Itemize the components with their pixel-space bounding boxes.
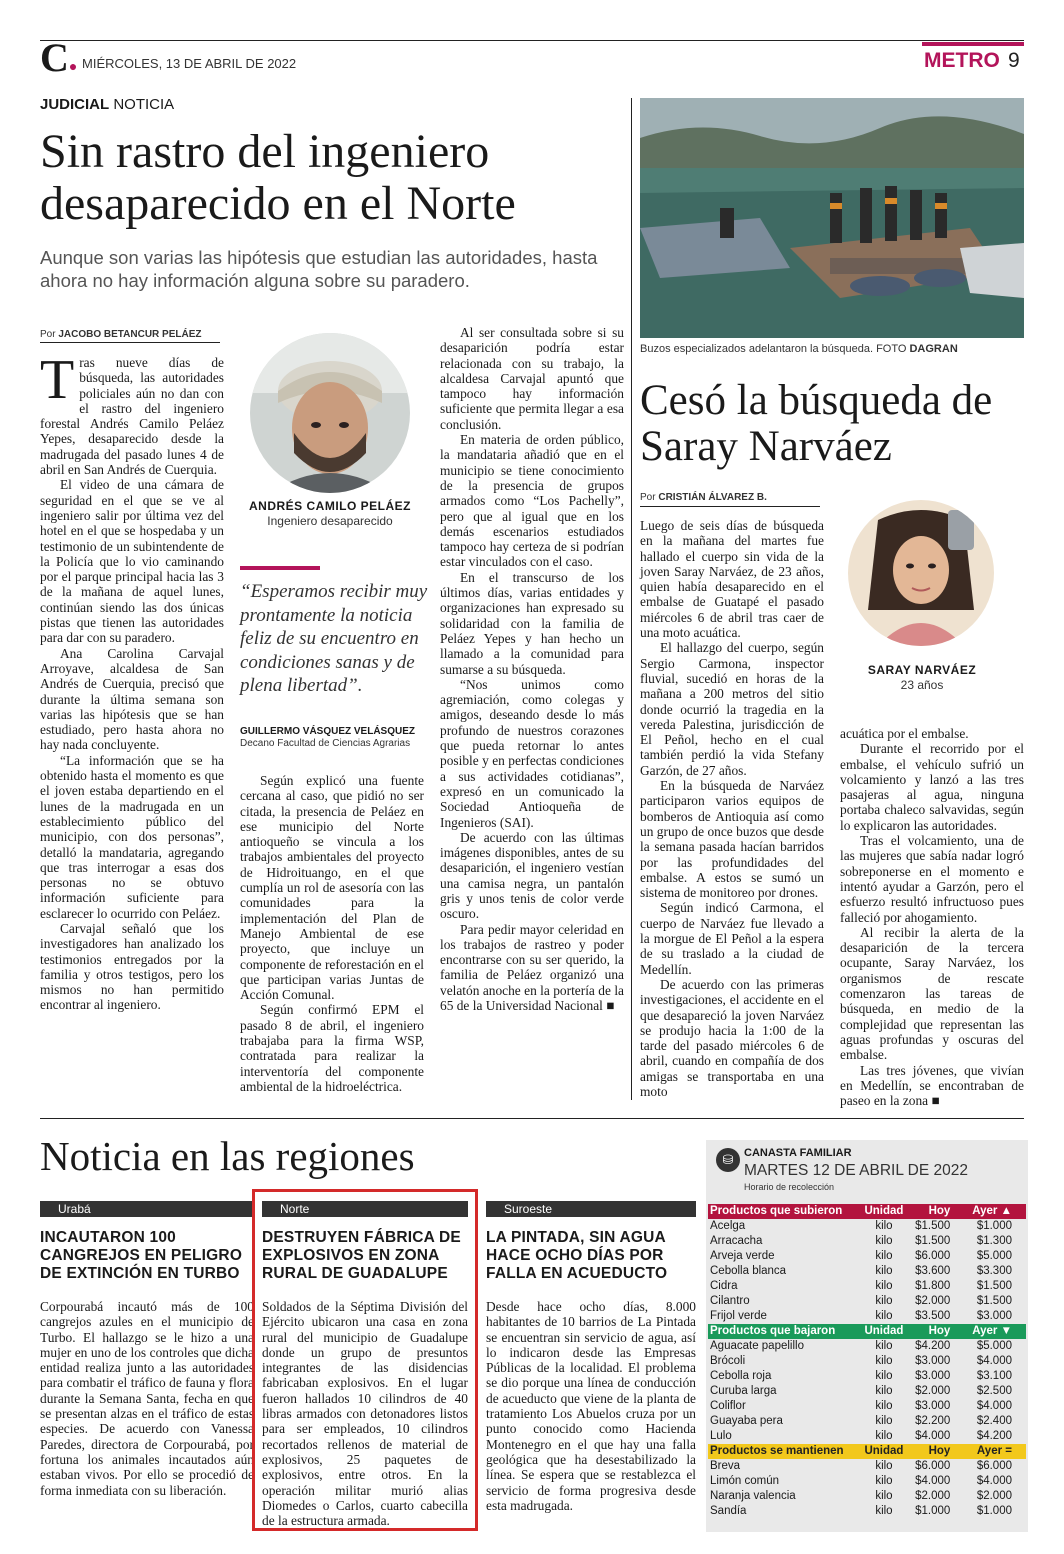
product-name: Arveja verde (710, 1250, 775, 1262)
price-today: $1.800 (915, 1280, 951, 1292)
paragraph: Las tres jóvenes, que vivían en Medellín, se encontraban de paseo en la zona ■ (840, 1062, 1024, 1109)
main-col-2 (240, 773, 424, 1094)
page-date: MIÉRCOLES, 13 DE ABRIL DE 2022 (82, 56, 297, 71)
paragraph: En materia de orden público, la mandataria añadió que en el municipio se tiene conocimiento de la presencia de grupos armados como “Los Pachelly”, pero que al igual que en los demás escenarios estudiados tampoco hay certeza de si podrían estar vinculados con el caso. (440, 432, 624, 570)
column-header: Unidad (864, 1445, 904, 1457)
price-yesterday: $3.300 (976, 1265, 1012, 1277)
price-row (708, 1279, 1026, 1294)
byline-rule (640, 506, 820, 507)
product-name: Cebolla roja (710, 1370, 772, 1382)
up-arrow-icon: ▲ (997, 1205, 1012, 1217)
paragraph: ras nueve días de búsqueda, las autoridades policiales aún no dan con el rastro del ingeniero forestal Andrés Camilo Peláez Yepes, desaparecido desde la madrugada del pasado lunes 4 de abril en San Andrés de Cuerquia. (40, 355, 224, 478)
price-today: $3.600 (915, 1265, 951, 1277)
price-row (708, 1504, 1026, 1519)
unit: kilo (875, 1280, 893, 1292)
region-suroeste (486, 1201, 696, 1513)
paragraph: El hallazgo del cuerpo, según Sergio Carmona, inspector fluvial, sucedió en horas de la mañana a 200 metros del sitio donde ocurrió la tragedia en la vereda Palestina, jurisdicción de El Peñol, hecho en el cual también perdió la vida Stefany Garzón, de 27 años. (640, 640, 824, 778)
paragraph: Luego de seis días de búsqueda en la mañana del martes fue hallado el cuerpo sin vida de la joven Saray Narváez, de 23 años, quien había desaparecido en el embalse de Guatapé el pasado miércoles 6 de abril tras caer de una moto acuática. (640, 518, 824, 641)
price-today: $6.000 (915, 1460, 951, 1472)
price-yesterday: $5.000 (976, 1250, 1012, 1262)
price-today: $4.000 (915, 1475, 951, 1487)
product-name: Brócoli (710, 1355, 746, 1367)
product-name: Naranja valencia (710, 1490, 796, 1502)
price-row (708, 1339, 1026, 1354)
portrait-name: ANDRÉS CAMILO PELÁEZ (248, 499, 411, 513)
main-byline: Por JACOBO BETANCUR PELÁEZ (40, 329, 202, 340)
unit: kilo (875, 1460, 893, 1472)
product-name: Arracacha (710, 1235, 763, 1247)
paragraph: Para pedir mayor celeridad en los trabajos de rastreo y poder encontrarse con su ser querido, la familia de Peláez organizó una velatón anoche en la portería de la 65 de la Universidad Nacional ■ (440, 921, 624, 1014)
regions-title: Noticia en las regiones (40, 1133, 415, 1179)
unit: kilo (875, 1415, 893, 1427)
portrait-caption: 23 años (900, 678, 944, 692)
product-name: Sandía (710, 1505, 747, 1517)
price-row (708, 1384, 1026, 1399)
price-yesterday: $2.000 (976, 1490, 1012, 1502)
price-yesterday: $1.300 (976, 1235, 1012, 1247)
byline-rule (40, 342, 220, 343)
kicker: JUDICIAL NOTICIA (40, 96, 175, 113)
price-today: $3.500 (915, 1310, 951, 1322)
unit: kilo (875, 1220, 893, 1232)
price-yesterday: $1.500 (976, 1295, 1012, 1307)
unit: kilo (875, 1250, 893, 1262)
section-label: METRO (924, 49, 1000, 72)
logo: C● (40, 35, 78, 80)
paragraph: De acuerdo con las primeras investigaciones, el accidente en el que desapareció la joven Narváez se produjo hacia la 1:00 de la tarde del pasado miércoles 6 de abril, cuando en compañía de dos amigas se transportaba en una moto (640, 976, 824, 1099)
unit: kilo (875, 1490, 893, 1502)
quote-role: Decano Facultad de Ciencias Agrarias (240, 738, 411, 749)
second-col-1 (640, 518, 824, 1099)
product-name: Frijol verde (710, 1310, 767, 1322)
region-body: Corpourabá incautó más de 100 cangrejos azules en el municipio de Turbo. El hallazgo se le hizo a una mujer en uno de los controles que dicha entidad realiza junto a las autoridades para combatir el tráfico de fauna y flora durante la Semana Santa, fecha en que se presentan alzas en el tráfico de estas especies. De acuerdo con Vanessa Paredes, directora de Corpourabá, por fortuna los animales incautados aún estaban vivos. Por ello se procedió de forma inmediata con su liberación. (40, 1299, 254, 1498)
product-name: Cidra (710, 1280, 738, 1292)
paragraph: Al recibir la alerta de la desaparición de la tercera ocupante, Saray Narváez, los organismos de rescate comenzaron las tareas de búsqueda, en medio de la complejidad que representan las aguas profundas y oscuras del embalse. (840, 924, 1024, 1063)
group-label: Productos se mantienen (710, 1445, 844, 1457)
region-tag: Suroeste (486, 1201, 696, 1217)
main-deck: Aunque son varias las hipótesis que estudian las autoridades, hasta ahora no hay información alguna sobre su paradero. (40, 247, 598, 291)
price-row (708, 1489, 1026, 1504)
column-header: Hoy (928, 1445, 951, 1457)
unit: kilo (875, 1430, 893, 1442)
region-title: INCAUTARON 100 CANGREJOS EN PELIGRO DE EXTINCIÓN EN TURBO (40, 1229, 243, 1282)
paragraph: El video de una cámara de seguridad en el que se ve al ingeniero salir por última vez del hotel en el que se hospedaba y un testimonio de un subintendente de la Policía que lo vio caminando por el parque principal hacia las 3 de la mañana de aquel lunes, continúan siendo las dos únicas pistas que tienen las autoridades para dar con su paradero. (40, 477, 224, 646)
group-label: Productos que subieron (710, 1205, 843, 1217)
price-today: $2.000 (915, 1295, 951, 1307)
section-accent (922, 42, 1024, 46)
price-row (708, 1474, 1026, 1489)
quote-author: GUILLERMO VÁSQUEZ VELÁSQUEZ (240, 726, 416, 737)
price-group-header (708, 1204, 1026, 1219)
canasta-date: MARTES 12 DE ABRIL DE 2022 (744, 1162, 968, 1179)
paragraph: Carvajal señaló que los investigadores han analizado los testimonios entregados por la familia y otros testigos, pero los mismos no han permitido encontrar al ingeniero. (40, 920, 224, 1013)
group-label: Productos que bajaron (710, 1325, 836, 1337)
product-name: Cilantro (710, 1295, 750, 1307)
price-yesterday: $4.200 (976, 1430, 1012, 1442)
price-group-header (708, 1444, 1026, 1459)
price-yesterday: $4.000 (976, 1475, 1012, 1487)
price-row (708, 1294, 1026, 1309)
photo-caption: Buzos especializados adelantaron la búsqueda. FOTO DAGRAN (640, 343, 958, 355)
paragraph: Durante el recorrido por el embalse, el vehículo sufrió un volcamiento y lanzó a las tres pasajeras al agua, ninguna portaba chaleco salvavidas, según lo explicaron las autoridades. (840, 741, 1024, 833)
region-norte (262, 1201, 468, 1528)
unit: kilo (875, 1235, 893, 1247)
region-body: Desde hace ocho días, 8.000 habitantes de 10 barrios de La Pintada se encuentran sin servicio de agua, así lo indicaron desde las Empresas Públicas de la localidad. El problema se dio porque una línea de conducción de acueducto que viene de la planta de tratamiento Los Abuelos cruza por un punto conocido como Hacienda Montenegro en el que hay una falla geológica que ha desestabilizado la línea. Se espera que se restablezca el servicio de forma progresiva desde esta madrugada. (486, 1299, 696, 1513)
price-table-wrap (708, 1204, 1026, 1519)
product-name: Curuba larga (710, 1385, 777, 1397)
paragraph: De acuerdo con las últimas imágenes disponibles, antes de su desaparición, el ingeniero vestían una camisa negra, un pantalón gris y unos tenis de color verde oscuro. (440, 829, 624, 922)
product-name: Limón común (710, 1475, 780, 1487)
price-row (708, 1354, 1026, 1369)
price-row (708, 1234, 1026, 1249)
product-name: Cebolla blanca (710, 1265, 787, 1277)
region-body: Soldados de la Séptima División del Ejército ubicaron una casa en zona rural del municipio de Guadalupe donde un grupo de presuntos integrantes de las disidencias fabricaban explosivos. En el lugar fueron hallados 10 cilindros de 40 libras armados con detonadores listos para ser empleados, 10 cilindros recortados rellenos de material de explosivos, 25 paquetes de explosivos, entre otros. En la operación militar murió alias Diomedes o Carlos, cuarto cabecilla de la estructura armada. (262, 1299, 468, 1529)
price-row (708, 1414, 1026, 1429)
canasta-box (706, 1140, 1028, 1532)
basket-icon: ⛁ (716, 1148, 740, 1172)
price-today: $2.000 (915, 1385, 951, 1397)
price-yesterday: $3.000 (976, 1310, 1012, 1322)
portrait-name: SARAY NARVÁEZ (867, 663, 977, 677)
price-today: $6.000 (915, 1250, 951, 1262)
unit: kilo (875, 1340, 893, 1352)
region-tag: Norte (262, 1201, 468, 1217)
dropcap: T (40, 349, 75, 411)
second-byline: Por CRISTIÁN ÁLVAREZ B. (640, 492, 767, 503)
product-name: Breva (710, 1460, 741, 1472)
column-header: Unidad (864, 1205, 904, 1217)
down-arrow-icon: ▼ (997, 1325, 1012, 1337)
price-group-header (708, 1324, 1026, 1339)
region-uraba (40, 1201, 254, 1498)
price-yesterday: $1.000 (976, 1220, 1012, 1232)
second-col-2 (840, 726, 1024, 1108)
column-header: Hoy (928, 1205, 951, 1217)
unit: kilo (875, 1475, 893, 1487)
price-today: $2.000 (915, 1490, 951, 1502)
product-name: Aguacate papelillo (710, 1340, 804, 1352)
main-col-1 (40, 349, 224, 1013)
second-headline: Cesó la búsqueda de Saray Narváez (640, 377, 993, 470)
product-name: Acelga (710, 1220, 746, 1232)
unit: kilo (875, 1355, 893, 1367)
price-today: $4.000 (915, 1430, 951, 1442)
equal-icon: = (1002, 1445, 1012, 1457)
region-tag: Urabá (40, 1201, 254, 1217)
unit: kilo (875, 1265, 893, 1277)
paragraph: En el transcurso de los últimos días, varias entidades y organizaciones han expresado su solidaridad con la familia de Peláez Yepes y han hecho un llamado a la comunidad para sumarse a su búsqueda. (440, 569, 624, 677)
price-yesterday: $3.100 (976, 1370, 1012, 1382)
price-yesterday: $2.500 (976, 1385, 1012, 1397)
price-row (708, 1264, 1026, 1279)
canasta-subtitle: Horario de recolección (744, 1182, 835, 1192)
product-name: Guayaba pera (710, 1415, 783, 1427)
top-rule (40, 40, 1024, 41)
price-today: $1.500 (915, 1235, 951, 1247)
price-row (708, 1309, 1026, 1324)
price-row (708, 1459, 1026, 1474)
page-number: 9 (1008, 49, 1020, 72)
column-header: Ayer = (976, 1445, 1012, 1457)
price-today: $3.000 (915, 1370, 951, 1382)
price-yesterday: $2.400 (976, 1415, 1012, 1427)
price-today: $1.500 (915, 1220, 951, 1232)
price-yesterday: $1.000 (976, 1505, 1012, 1517)
price-today: $4.200 (915, 1340, 951, 1352)
paragraph: En la búsqueda de Narváez participaron varios equipos de bomberos de Antioquia así como un grupo de once buzos que desde la semana pasada hacían barridos por las profundidades del embalse. A estos se sumó un sistema de monitoreo por drones. (640, 778, 824, 901)
unit: kilo (875, 1385, 893, 1397)
paragraph: Según confirmó EPM el pasado 8 de abril, el ingeniero trabajaba para la firma WSP, contratada para realizar la interventoría del componente ambiental de la hidroeléctrica. (240, 1002, 424, 1094)
column-header: Unidad (864, 1325, 904, 1337)
unit: kilo (875, 1400, 893, 1412)
paragraph: Según explicó una fuente cercana al caso, que pidió no ser citada, la presencia de Peláez en ese municipio del Norte antioqueño se vincula a los trabajos ambientales del proyecto de Hidroituango, en el que cumplía un rol de asesoría con las comunidades para la implementación del Plan de Manejo Ambiental de ese proyecto, que incluye un componente de reforestación en el que participan varias Juntas de Acción Comunal. (240, 773, 424, 1003)
paragraph: Al ser consultada sobre si su desaparición podría estar relacionada con su trabajo, la alcaldesa Carvajal apuntó que tampoco hay información suficiente que permita llegar a esa conclusión. (440, 325, 624, 432)
unit: kilo (875, 1295, 893, 1307)
paragraph: Tras el volcamiento, una de las mujeres que sabía nadar logró sobreponerse en el momento e intentó ayudar a Garzón, pero el esfuerzo resultó infructuoso pues falleció por ahogamiento. (840, 833, 1024, 925)
price-row (708, 1399, 1026, 1414)
pull-quote: “Esperamos recibir muy prontamente la noticia feliz de su encuentro en condiciones sanas y de plena libertad”. (240, 581, 428, 696)
divers-photo (640, 98, 1024, 338)
paragraph: Según indicó Carmona, el cuerpo de Narváez fue llevado a la morgue de El Peñol a la espera de su traslado a la ciudad de Medellín. (640, 900, 824, 977)
column-header: Hoy (928, 1325, 951, 1337)
column-divider (631, 98, 632, 1100)
product-name: Coliflor (710, 1400, 746, 1412)
main-col-3 (440, 325, 624, 1013)
price-table (708, 1204, 1026, 1519)
product-name: Lulo (710, 1430, 732, 1442)
portrait-andres (250, 333, 410, 493)
unit: kilo (875, 1310, 893, 1322)
price-today: $2.200 (915, 1415, 951, 1427)
price-row (708, 1369, 1026, 1384)
price-yesterday: $6.000 (976, 1460, 1012, 1472)
price-row (708, 1429, 1026, 1444)
column-header: Ayer ▼ (972, 1325, 1012, 1337)
price-yesterday: $4.000 (976, 1355, 1012, 1367)
unit: kilo (875, 1505, 893, 1517)
paragraph: acuática por el embalse. (840, 726, 969, 741)
price-today: $1.000 (915, 1505, 951, 1517)
canasta-title: CANASTA FAMILIAR (744, 1147, 852, 1159)
paragraph: “Nos unimos como agremiación, como colegas y amigos, deseando desde lo más profundo de nuestros corazones que pueda retornar lo antes posible y en perfectas condiciones a sus actividades cotidianas”, expresó en un comunicado la Sociedad Antioqueña de Ingenieros (SAI). (440, 676, 624, 830)
paragraph: “La información que se ha obtenido hasta el momento es que el joven estaba departiendo en el lunes de la madrugada en un establecimiento público del municipio, con dos personas”, detalló la mandataria, agregando que tras interrogar a esas dos personas no se obtuvo información suficiente para esclarecer lo ocurrido con Peláez. (40, 752, 224, 921)
quote-accent (240, 566, 320, 570)
region-title: LA PINTADA, SIN AGUA HACE OCHO DÍAS POR FALLA EN ACUEDUCTO (486, 1229, 668, 1282)
price-yesterday: $4.000 (976, 1400, 1012, 1412)
price-row (708, 1249, 1026, 1264)
region-title: DESTRUYEN FÁBRICA DE EXPLOSIVOS EN ZONA RURAL DE GUADALUPE (262, 1229, 461, 1282)
column-header: Ayer ▲ (972, 1205, 1012, 1217)
price-yesterday: $5.000 (976, 1340, 1012, 1352)
portrait-caption: Ingeniero desaparecido (267, 514, 393, 528)
paragraph: Ana Carolina Carvajal Arroyave, alcaldesa de San Andrés de Cuerquia, precisó que durante la última semana son varias las hipótesis que se han estudiado, pero hasta ahora no hay nada concluyente. (40, 645, 224, 753)
portrait-saray (848, 500, 994, 646)
price-row (708, 1219, 1026, 1234)
regions-rule (40, 1118, 1024, 1119)
main-headline: Sin rastro del ingeniero desaparecido en el Norte (40, 125, 516, 230)
price-today: $3.000 (915, 1355, 951, 1367)
price-yesterday: $1.500 (976, 1280, 1012, 1292)
unit: kilo (875, 1370, 893, 1382)
price-today: $3.000 (915, 1400, 951, 1412)
